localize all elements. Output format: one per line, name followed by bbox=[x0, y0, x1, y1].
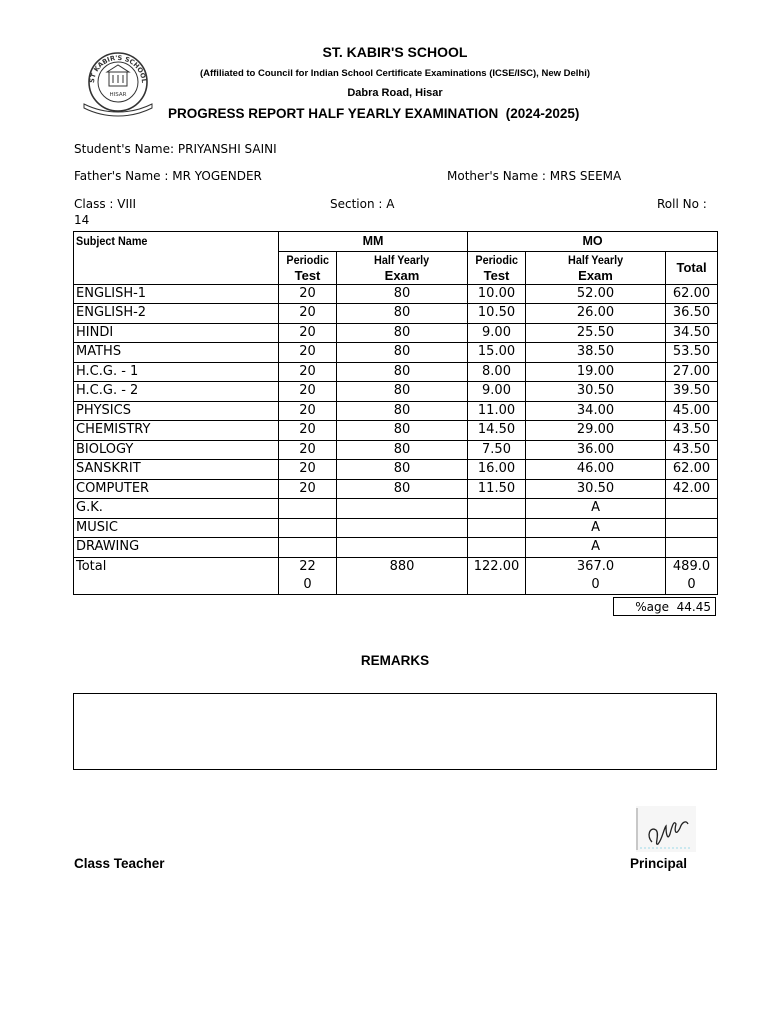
cell-mm-pt bbox=[279, 499, 337, 519]
table-row bbox=[74, 401, 718, 421]
table-row bbox=[74, 304, 718, 324]
student-name: Student's Name: PRIYANSHI SAINI bbox=[74, 142, 277, 156]
cell-total: 53.50 bbox=[666, 343, 718, 363]
table-row bbox=[74, 323, 718, 343]
cell-mo-hy: 36.00 bbox=[526, 440, 666, 460]
cell-mm-hy: 80 bbox=[337, 382, 468, 402]
table-row bbox=[74, 499, 718, 519]
table-row bbox=[74, 362, 718, 382]
remarks-title: REMARKS bbox=[360, 653, 430, 668]
cell-mo-hy: 46.00 bbox=[526, 460, 666, 480]
mother-name: Mother's Name : MRS SEEMA bbox=[447, 169, 622, 183]
mo-periodic-test-header: Periodic Test bbox=[468, 251, 526, 284]
cell-total bbox=[666, 499, 718, 519]
cell-mm-pt bbox=[279, 518, 337, 538]
roll-label: Roll No : bbox=[657, 197, 707, 211]
cell-mo-hy: 34.00 bbox=[526, 401, 666, 421]
cell-mm-hy: 80 bbox=[337, 479, 468, 499]
table-row bbox=[74, 421, 718, 441]
cell-mm-pt: 20 bbox=[279, 479, 337, 499]
cell-total: 42.00 bbox=[666, 479, 718, 499]
table-row bbox=[74, 440, 718, 460]
cell-total: 43.50 bbox=[666, 421, 718, 441]
mo-half-yearly-header: Half Yearly Exam bbox=[526, 251, 666, 284]
cell-mm-pt: 20 bbox=[279, 304, 337, 324]
cell-total: 27.00 bbox=[666, 362, 718, 382]
cell-mo-pt: 9.00 bbox=[468, 323, 526, 343]
cell-mo-pt: 9.00 bbox=[468, 382, 526, 402]
cell-total: 39.50 bbox=[666, 382, 718, 402]
cell-total bbox=[666, 518, 718, 538]
cell-mm-hy: 80 bbox=[337, 323, 468, 343]
cell-mo-hy: 26.00 bbox=[526, 304, 666, 324]
cell-mo-hy: A bbox=[526, 518, 666, 538]
cell-mm-pt: 20 bbox=[279, 382, 337, 402]
cell-mo-hy: 29.00 bbox=[526, 421, 666, 441]
mm-periodic-test-header: Periodic Test bbox=[279, 251, 337, 284]
svg-text:HISAR: HISAR bbox=[109, 92, 127, 98]
cell-mo-hy: 52.00 bbox=[526, 284, 666, 304]
cell-subject: H.C.G. - 2 bbox=[74, 382, 279, 402]
total-mm-periodic: 22 0 bbox=[279, 557, 337, 594]
cell-mo-pt: 10.00 bbox=[468, 284, 526, 304]
roll-value: 14 bbox=[74, 213, 90, 227]
cell-total: 43.50 bbox=[666, 440, 718, 460]
school-address: Dabra Road, Hisar bbox=[347, 87, 443, 99]
principal-signature bbox=[636, 806, 696, 852]
table-row bbox=[74, 479, 718, 499]
cell-mm-hy: 80 bbox=[337, 460, 468, 480]
marks-table bbox=[73, 231, 718, 595]
cell-mo-pt bbox=[468, 518, 526, 538]
cell-subject: MUSIC bbox=[74, 518, 279, 538]
table-row bbox=[74, 460, 718, 480]
table-row-total bbox=[74, 557, 718, 594]
cell-mo-hy: 38.50 bbox=[526, 343, 666, 363]
section-info: Section : A bbox=[330, 197, 395, 211]
cell-total: 62.00 bbox=[666, 284, 718, 304]
cell-mm-hy: 80 bbox=[337, 401, 468, 421]
table-row bbox=[74, 382, 718, 402]
cell-mm-pt: 20 bbox=[279, 460, 337, 480]
cell-subject: DRAWING bbox=[74, 538, 279, 558]
cell-subject: SANSKRIT bbox=[74, 460, 279, 480]
cell-mo-hy: 30.50 bbox=[526, 382, 666, 402]
cell-mo-pt: 8.00 bbox=[468, 362, 526, 382]
cell-subject: ENGLISH-2 bbox=[74, 304, 279, 324]
class-info: Class : VIII bbox=[74, 197, 137, 211]
total-label: Total bbox=[74, 557, 279, 594]
cell-mm-hy: 80 bbox=[337, 284, 468, 304]
cell-subject: HINDI bbox=[74, 323, 279, 343]
mm-header: MM bbox=[279, 232, 468, 252]
principal-label: Principal bbox=[630, 856, 688, 871]
percentage-value: 44.45 bbox=[676, 600, 711, 614]
cell-mm-hy: 80 bbox=[337, 421, 468, 441]
svg-text:ST KABIR'S SCHOOL: ST KABIR'S SCHOOL bbox=[87, 53, 149, 84]
cell-subject: PHYSICS bbox=[74, 401, 279, 421]
cell-subject: ENGLISH-1 bbox=[74, 284, 279, 304]
cell-mm-pt: 20 bbox=[279, 323, 337, 343]
cell-mo-pt: 7.50 bbox=[468, 440, 526, 460]
cell-mo-hy: A bbox=[526, 499, 666, 519]
cell-mm-hy: 80 bbox=[337, 304, 468, 324]
cell-subject: COMPUTER bbox=[74, 479, 279, 499]
cell-mm-hy bbox=[337, 499, 468, 519]
cell-mo-pt: 16.00 bbox=[468, 460, 526, 480]
cell-mm-pt: 20 bbox=[279, 343, 337, 363]
cell-mo-pt: 15.00 bbox=[468, 343, 526, 363]
cell-mm-pt: 20 bbox=[279, 362, 337, 382]
report-title: PROGRESS REPORT HALF YEARLY EXAMINATION (2024-2025) bbox=[168, 106, 580, 121]
cell-total: 34.50 bbox=[666, 323, 718, 343]
school-name: ST. KABIR'S SCHOOL bbox=[322, 44, 468, 60]
cell-mo-hy: 19.00 bbox=[526, 362, 666, 382]
percentage-label: %age bbox=[635, 600, 669, 614]
cell-mo-hy: A bbox=[526, 538, 666, 558]
cell-mo-pt bbox=[468, 499, 526, 519]
school-crest-logo bbox=[80, 50, 156, 122]
father-name: Father's Name : MR YOGENDER bbox=[74, 169, 262, 183]
mm-half-yearly-header: Half Yearly Exam bbox=[337, 251, 468, 284]
cell-total: 45.00 bbox=[666, 401, 718, 421]
remarks-box bbox=[73, 693, 717, 770]
cell-mm-pt: 20 bbox=[279, 440, 337, 460]
table-row bbox=[74, 343, 718, 363]
mo-header: MO bbox=[468, 232, 718, 252]
cell-subject: CHEMISTRY bbox=[74, 421, 279, 441]
total-mm-half-yearly: 880 bbox=[337, 557, 468, 594]
cell-mm-hy: 80 bbox=[337, 362, 468, 382]
cell-mm-pt: 20 bbox=[279, 284, 337, 304]
cell-mm-hy: 80 bbox=[337, 343, 468, 363]
table-row bbox=[74, 518, 718, 538]
cell-subject: H.C.G. - 1 bbox=[74, 362, 279, 382]
class-teacher-label: Class Teacher bbox=[74, 856, 165, 871]
cell-total bbox=[666, 538, 718, 558]
table-row bbox=[74, 284, 718, 304]
cell-mm-pt bbox=[279, 538, 337, 558]
cell-mo-pt: 14.50 bbox=[468, 421, 526, 441]
cell-subject: MATHS bbox=[74, 343, 279, 363]
cell-mo-pt: 11.00 bbox=[468, 401, 526, 421]
cell-mm-hy bbox=[337, 538, 468, 558]
percentage-box bbox=[613, 597, 716, 616]
cell-mo-hy: 30.50 bbox=[526, 479, 666, 499]
table-header-row bbox=[74, 232, 718, 252]
cell-total: 62.00 bbox=[666, 460, 718, 480]
cell-subject: BIOLOGY bbox=[74, 440, 279, 460]
total-header: Total bbox=[666, 251, 718, 284]
total-mo-half-yearly: 367.0 0 bbox=[526, 557, 666, 594]
cell-mm-hy: 80 bbox=[337, 440, 468, 460]
cell-total: 36.50 bbox=[666, 304, 718, 324]
affiliation-text: (Affiliated to Council for Indian School Certificate Examinations (ICSE/ISC), New Delhi) bbox=[199, 68, 591, 79]
table-row bbox=[74, 538, 718, 558]
total-grand: 489.0 0 bbox=[666, 557, 718, 594]
cell-subject: G.K. bbox=[74, 499, 279, 519]
cell-mo-hy: 25.50 bbox=[526, 323, 666, 343]
total-mo-periodic: 122.00 bbox=[468, 557, 526, 594]
cell-mm-pt: 20 bbox=[279, 401, 337, 421]
cell-mo-pt: 10.50 bbox=[468, 304, 526, 324]
cell-mm-hy bbox=[337, 518, 468, 538]
subject-name-header: Subject Name bbox=[74, 232, 279, 285]
cell-mm-pt: 20 bbox=[279, 421, 337, 441]
cell-mo-pt: 11.50 bbox=[468, 479, 526, 499]
cell-mo-pt bbox=[468, 538, 526, 558]
